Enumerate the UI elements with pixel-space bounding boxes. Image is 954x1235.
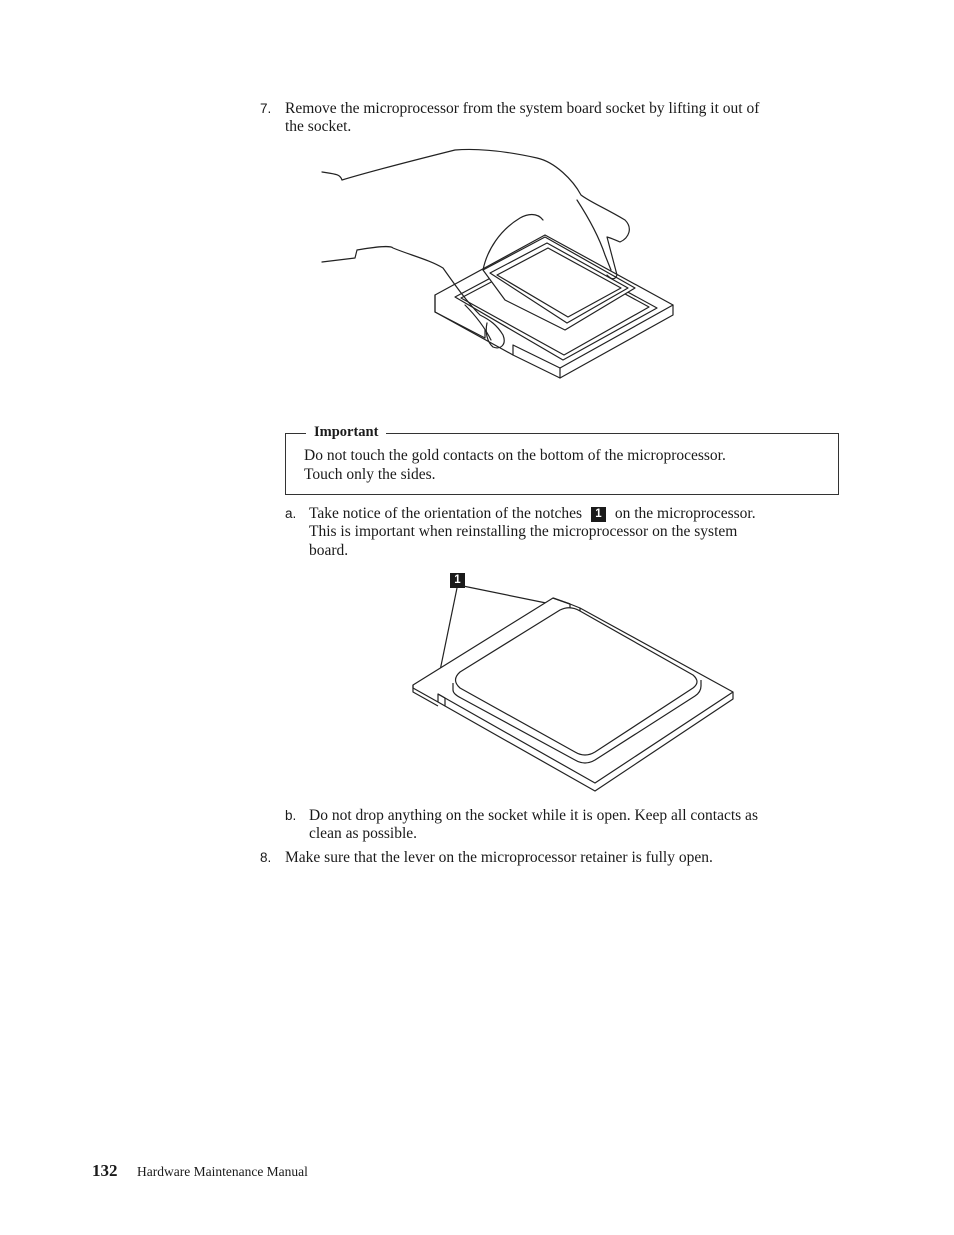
step-8-number: 8. [260,850,272,865]
substep-a-letter: a. [285,506,297,521]
substep-b-text-line1: Do not drop anything on the socket while it is open. Keep all contacts as [309,807,758,824]
callout-1-badge: 1 [591,507,606,522]
step-7-number: 7. [260,101,272,116]
substep-a-text-line3: board. [309,542,349,559]
step-7-text-line2: the socket. [285,118,352,135]
substep-a-text-after: on the microprocessor. [614,505,756,522]
step-8-text: Make sure that the lever on the microprocessor retainer is fully open. [285,849,713,866]
substep-a-text-line1 [309,504,756,523]
important-text-line1: Do not touch the gold contacts on the bottom of the microprocessor. [304,447,726,464]
substep-b-letter: b. [285,808,297,823]
substep-a-text-line2: This is important when reinstalling the microprocessor on the system [309,523,738,540]
step-7-text-line1: Remove the microprocessor from the system board socket by lifting it out of [285,100,760,117]
manual-title: Hardware Maintenance Manual [137,1164,308,1179]
page-number: 132 [92,1161,118,1180]
hand-removing-processor-illustration [315,140,685,385]
figure-callout-1: 1 [450,573,465,588]
substep-a-text-before: Take notice of the orientation of the notches [309,505,583,522]
processor-notches-illustration [405,580,745,800]
substep-b-text-line2: clean as possible. [309,825,418,842]
important-text-line2: Touch only the sides. [304,466,436,483]
important-title: Important [306,423,386,442]
